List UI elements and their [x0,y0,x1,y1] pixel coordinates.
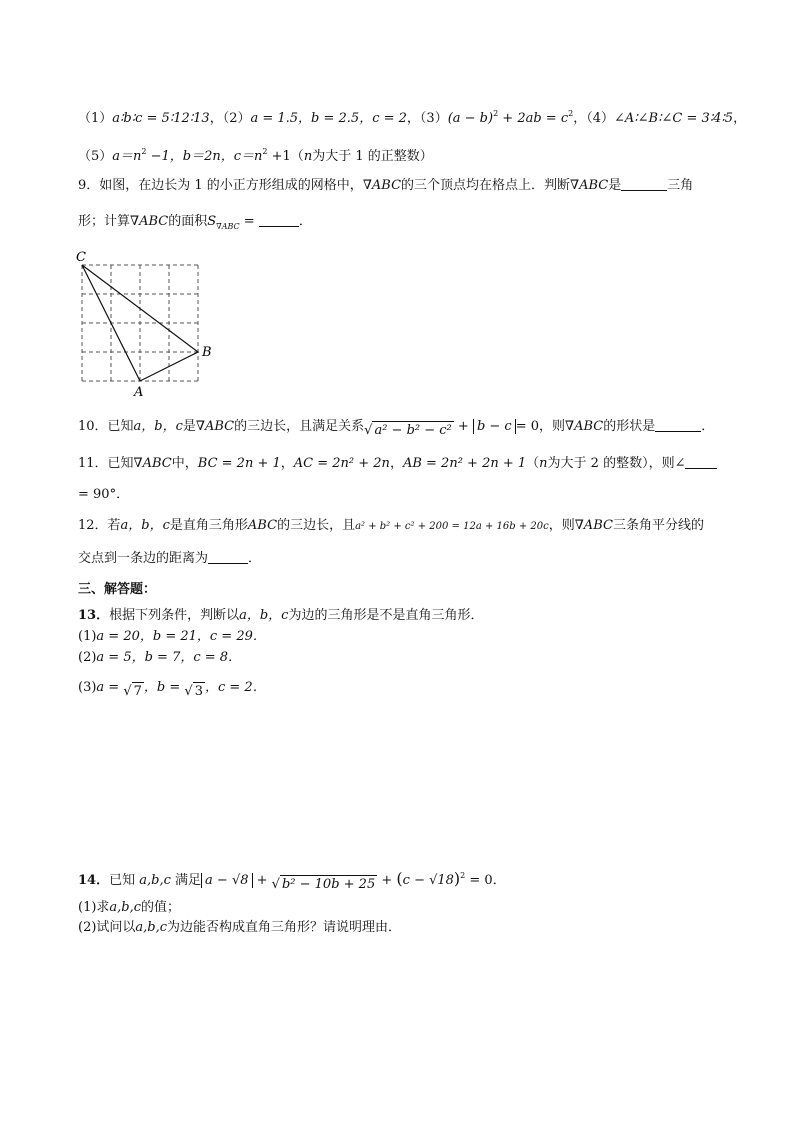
radicand: a² − b² − c² [374,423,452,438]
side-ac: AC = 2n² + 2n [293,456,390,471]
part-label: (3) [78,680,97,695]
part-expr: a = 5，b = 7，c = 8． [96,650,242,665]
section-title: 三、解答题： [78,582,157,597]
sep: ， [733,111,747,126]
question-11-line-1: 11．已知∇ABC中，BC = 2n + 1，AC = 2n² + 2n，AB = 2n² + 2n + 1（n为大于 2 的整数），则∠ [78,454,717,473]
equation: a² + b² + c² + 200 = 12a + 16b + 20c [355,521,549,532]
part-text: 的值； [141,900,181,915]
q14-part-1 [78,899,180,917]
sqrt-3: √ 3 [184,684,203,699]
note: 为大于 1 的正整数） [312,149,433,164]
condition-line-2 [78,143,433,166]
q14-number: 14． [78,873,110,888]
question-12-line-2 [78,549,261,568]
expr-plus1: +1（ [267,149,304,164]
var-n: n [539,456,548,471]
paren-expression: c − √18 [402,873,454,888]
answer-blank-12[interactable] [208,549,248,564]
q11-text-e: = 90°． [78,487,130,502]
triangle-abc: ∇ABC [570,178,609,193]
angle-ratio: ∠A∶∠B∶∠C = 3∶4∶5 [614,111,734,126]
area-symbol: S [207,214,217,229]
q13-text-b: 根据下列条件，判断以 [109,608,240,623]
part-expr: ，c = 2． [204,680,266,695]
period: ． [298,214,312,229]
radicand: 3 [194,684,203,699]
part-text: 为边能否构成直角三角形？请说明理由． [167,920,402,935]
question-13 [78,607,483,625]
q11-text-b: 中， [171,456,198,471]
dashed-grid [82,265,198,381]
sep: ，（2） [209,111,251,126]
condition-line-1 [78,105,746,128]
values-abc: a = 1.5，b = 2.5，c = 2 [250,111,407,126]
question-9-line-1 [78,176,693,195]
sqrt-7: √ 7 [123,684,142,699]
part-expr: a = 20，b = 21，c = 29． [96,629,266,644]
expr-bc: −1，b＝2n，c＝n [146,149,263,164]
part-label: (1) [78,629,97,644]
abs-expression: b − c [473,419,516,434]
part-label: (1)求 [78,900,110,915]
q10-text-c: 的三边长，且满足关系 [234,419,365,434]
radicand: b² − 10b + 25 [281,877,376,892]
grid-triangle-figure [70,248,220,398]
sep: ，（4） [573,111,614,126]
expr-a: a＝n [112,149,142,164]
vars-abc: a，b，c [239,608,289,623]
triangle-abc: ∇ABC [133,456,172,471]
q9-text-f: 的面积 [168,214,208,229]
area-subscript: ∇ABC [216,222,240,231]
sep: ，（3） [406,111,448,126]
paren-open: （ [526,456,540,471]
q10-text-e: ，则 [539,419,566,434]
q10-text-f: 的形状是 [603,419,656,434]
exponent: 2 [141,147,147,156]
q9-text-e: 形；计算 [78,214,131,229]
triangle-abc: ∇ABC [574,518,613,533]
var-n: n [303,149,313,164]
answer-blank-9b[interactable] [259,212,299,227]
period: ． [248,551,262,566]
triangle-abc: ∇ABC [130,214,169,229]
q12-text-c: 的三边长，且 [277,518,356,533]
part-label: (2) [78,650,97,665]
equals-zero: = 0 [515,419,539,434]
q12-text-e: 三条角平分线的 [612,518,704,533]
triangle-abc: ∇ABC [565,419,604,434]
label-1: （1） [78,111,113,126]
q9-text-a: 9．如图，在边长为 1 的小正方形组成的网格中， [78,178,363,193]
vars-abc: a,b,c [139,873,171,888]
q13-number: 13． [78,608,110,623]
expr-a-minus-b: (a − b) [447,111,494,126]
side-bc: BC = 2n + 1 [197,456,281,471]
ratio-abc: a∶b∶c = 5∶12∶13 [112,111,210,126]
equals-zero: = 0． [465,873,506,888]
expr-2ab: + 2ab = c [498,111,569,126]
radicand: 7 [133,684,142,699]
vertex-label-a: A [134,385,144,398]
sqrt-expression: √ b² − 10b + 25 [271,877,376,892]
question-12-line-1 [78,517,704,536]
question-11-line-2 [78,486,129,504]
side-ab: AB = 2n² + 2n + 1 [402,456,527,471]
q9-text-d: 三角 [667,178,694,193]
answer-blank-9a[interactable] [621,176,667,191]
q13-text-c: 为边的三角形是不是直角三角形． [288,608,484,623]
vertex-label-c: C [76,250,86,265]
vars-abc: a,b,c [109,900,142,915]
triangle-name: ABC [247,518,278,533]
q14-text-c: 满足 [175,873,202,888]
q11-text-d: 为大于 2 的整数），则∠ [547,456,686,471]
q12-text-b: 是直角三角形 [169,518,248,533]
q12-text-f: 交点到一条边的距离为 [78,551,209,566]
question-10: 10．已知a，b，c是∇ABC的三边长，且满足关系√ a² − b² − c² + b − c = 0，则∇ABC的形状是 ． [78,419,715,438]
sqrt-expression: √ a² − b² − c² [364,423,452,438]
vars-abc: a，b，c [133,419,183,434]
period: ． [701,419,715,434]
vars-abc: a,b,c [135,920,168,935]
q14-part-2 [78,919,401,937]
question-14: 14．已知 a,b,c 满足 a − √8 + √ $b^2 - 10b + 25 + (c - √18)^2 = 0$． [78,869,506,892]
triangle-abc: ∇ABC [195,419,235,434]
abs-expression: a − √8 [201,873,252,888]
question-9-line-2 [78,212,312,236]
triangle-abc: ∇ABC [362,178,402,193]
part-expr: a = [96,680,124,695]
exponent: 2 [568,109,574,118]
q9-text-c: 是 [608,178,622,193]
q10-text-b: 是 [182,419,196,434]
answer-blank-11[interactable] [685,454,717,469]
q10-text-a: 10．已知 [78,419,134,434]
vertex-label-b: B [202,345,212,360]
label-5: （5） [78,149,113,164]
q11-text-a: 11．已知 [78,456,134,471]
q12-text-d: ，则 [548,518,575,533]
equals: = [239,214,259,229]
part-label: (2)试问以 [78,920,136,935]
q12-text-a: 12．若 [78,518,121,533]
q14-text-b: 已知 [109,873,136,888]
answer-blank-10[interactable] [655,417,701,432]
q13-part-1 [78,628,266,646]
q13-part-2 [78,649,241,667]
exponent: 2 [262,147,268,156]
exponent: 2 [460,871,466,880]
part-expr: ，b = [143,680,185,695]
q9-text-b: 的三个顶点均在格点上．判断 [401,178,571,193]
exponent: 2 [493,109,499,118]
vars-abc: a，b，c [120,518,170,533]
q13-part-3 [78,679,266,701]
